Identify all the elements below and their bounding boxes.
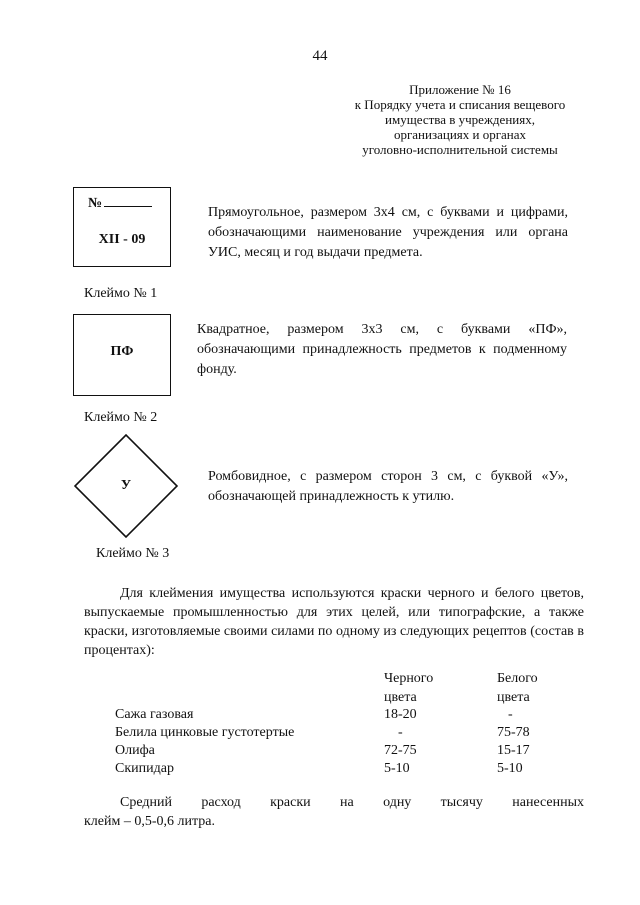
stamp-3-caption: Клеймо № 3 — [96, 546, 170, 561]
word: тысячу — [440, 795, 483, 810]
word: на — [340, 795, 354, 810]
word: Средний — [120, 795, 172, 810]
body-paragraph — [84, 584, 584, 660]
stamp-2-square — [73, 314, 171, 396]
table-cell-black: - — [398, 725, 403, 740]
table-cell-white: 75-78 — [497, 725, 530, 740]
word: нанесенных — [512, 795, 584, 810]
final-line-2: клейм – 0,5-0,6 литра. — [84, 814, 215, 829]
table-row-label: Скипидар — [115, 761, 174, 776]
table-cell-white: 5-10 — [497, 761, 523, 776]
column-header-line: цвета — [497, 690, 530, 705]
column-header-line: Белого — [497, 671, 538, 686]
final-line-1 — [84, 793, 584, 812]
table-cell-white: - — [508, 707, 513, 722]
appendix-line: Приложение № 16 — [409, 82, 511, 97]
appendix-line: имущества в учреждениях, — [385, 112, 535, 127]
stamp-3-description: Ромбовидное, с размером сторон 3 см, с буквой «У», обозначающей принадлежность к утилю. — [208, 469, 568, 504]
final-paragraph — [84, 793, 584, 831]
table-cell-black: 18-20 — [384, 707, 417, 722]
word: краски — [270, 795, 311, 810]
column-header-line: Черного — [384, 671, 434, 686]
stamp-3-letter: У — [120, 478, 132, 493]
stamp-1-rectangle — [73, 187, 171, 267]
table-row-label: Белила цинковые густотертые — [115, 725, 295, 740]
column-header-line: цвета — [384, 690, 417, 705]
stamp-1-number-line — [104, 196, 152, 207]
stamp-1-code: XII - 09 — [98, 232, 146, 247]
stamp-2-caption: Клеймо № 2 — [84, 410, 158, 425]
column-header-white — [497, 669, 577, 707]
appendix-header — [330, 82, 590, 157]
stamp-1-number-label: № — [88, 196, 103, 211]
word: одну — [383, 795, 412, 810]
page-number: 44 — [312, 48, 328, 64]
table-row-label: Сажа газовая — [115, 707, 194, 722]
appendix-line: организациях и органах — [393, 127, 527, 142]
table-cell-white: 15-17 — [497, 743, 530, 758]
stamp-2-letters: ПФ — [110, 344, 134, 359]
table-cell-black: 72-75 — [384, 743, 417, 758]
stamp-2-description: Квадратное, размером 3х3 см, с буквами «ПФ», обозначающими принадлежность предметов к подменному фонду. — [197, 322, 567, 377]
stamp-1-description: Прямоугольное, размером 3х4 см, с буквами и цифрами, обозначающими наименование учреждения или органа УИС, месяц и год выдачи предмета. — [208, 205, 568, 260]
table-row-label: Олифа — [115, 743, 155, 758]
appendix-line: к Порядку учета и списания вещевого — [354, 97, 566, 112]
stamp-1-number-field — [88, 196, 152, 212]
column-header-black — [384, 669, 464, 707]
appendix-line: уголовно-исполнительной системы — [362, 142, 558, 157]
stamp-1-caption: Клеймо № 1 — [84, 286, 158, 301]
table-cell-black: 5-10 — [384, 761, 410, 776]
word: расход — [201, 795, 241, 810]
paragraph-text: Для клеймения имущества используются краски черного и белого цветов, выпускаемые промышленностью для этих целей, или типографские, а также краски, изготовляемые своими силами по одному из следующих рецептов (состав в процентах): — [84, 586, 584, 658]
